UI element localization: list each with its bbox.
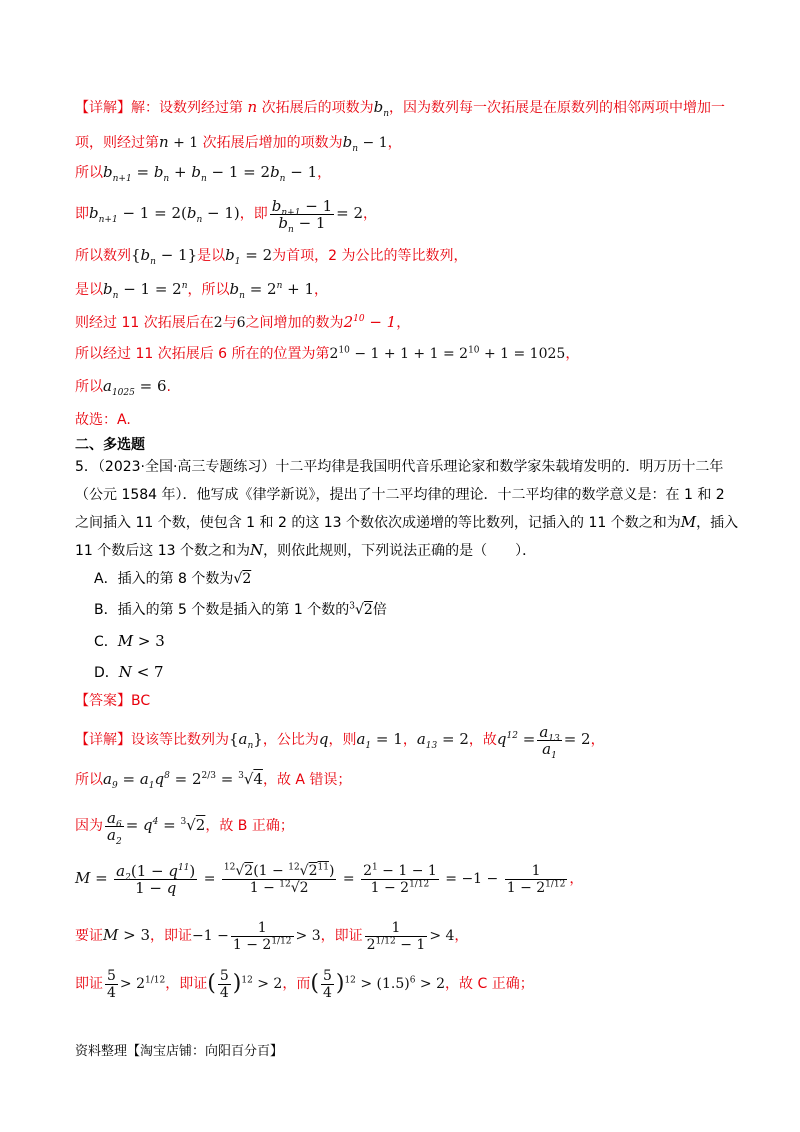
solution-line-8: 所以经过 11 次拓展后 6 所在的位置为第$2^{10} - 1 + 1 + 1 = 2^{10} + 1 = 1025$，	[75, 345, 580, 362]
detail2-line-4: M = $\frac{a_2(1 - q^{11})}{1 - q}$ = $\frac{^{12}√2(1 - ^{12}√2^{11})}{1 - ^{12}√2}$ = $\frac{2^1 - 1 - 1}{1 - 2^{1/12}}$ = −1 − $\frac{1}{1 - 2^{1/12}}$ ，	[75, 861, 584, 897]
question-line-2: （公元 1584 年）．他写成《律学新说》，提出了十二平均律的理论．十二平均律的数学意义是：在 1 和 2	[75, 487, 725, 503]
option-a[interactable]: A．插入的第 8 个数为√2	[94, 571, 252, 587]
option-b[interactable]: B．插入的第 5 个数是插入的第 1 个数的$^3$√2倍	[94, 601, 387, 618]
solution-line-2: 项，则经过第n + 1 次拓展后增加的项数为$b_n - 1$，	[75, 133, 402, 154]
option-c[interactable]: C．M > 3	[94, 632, 165, 650]
detail2-line-1: 【详解】设该等比数列为$\{a_n\}$，公比为q，则$a_1 = 1$，$a_{13} = 2$，故$q^{12}$ = $\frac{a_{13}}{a_1}$ = 2，	[75, 722, 605, 761]
answer-line: 【答案】BC	[75, 693, 151, 709]
solution-line-1: 【详解】解：设数列经过第 n 次拓展后的项数为$b_n$，因为数列每一次拓展是在原数列的相邻两项中增加一	[75, 98, 725, 119]
solution-line-6: 是以$b_n - 1 = 2^n$，所以$b_n = 2^n + 1$，	[75, 280, 329, 301]
question-line-1: 5．（2023·全国·高三专题练习）十二平均律是我国明代音乐理论家和数学家朱载堉发明的．明万历十二年	[75, 459, 724, 475]
solution-line-10: 故选：A.	[75, 412, 131, 428]
section-heading: 二、多选题	[75, 437, 145, 453]
solution-line-5: 所以数列$\{b_n - 1\}$是以$b_1 = 2$为首项，2 为公比的等比数列，	[75, 246, 468, 267]
solution-line-7: 则经过 11 次拓展后在2与6之间增加的数为$2^{10} - 1$，	[75, 313, 411, 331]
question-line-4: 11 个数后这 13 个数之和为N，则依此规则，下列说法正确的是（ ）．	[75, 541, 537, 559]
detail2-line-5: 要证M > 3，即证−1 − $\frac{1}{1 - 2^{1/12}}$ > 3，即证 $\frac{1}{2^{1/12} - 1}$ > 4，	[75, 919, 469, 953]
footer-source: 资料整理【淘宝店铺：向阳百分百】	[75, 1044, 284, 1059]
detail2-line-2: 所以$a_9 = a_1q^8 = 2^{2/3} = ^3√4$，故 A 错误；	[75, 770, 352, 791]
solution-line-9: 所以$a_{1025} = 6$.	[75, 377, 171, 398]
solution-line-4: 即$b_{n+1} - 1 = 2(b_n - 1)$，即 $\frac{b_{n+1} - 1}{b_n - 1}$ = 2，	[75, 196, 378, 235]
answer-value: BC	[131, 693, 151, 709]
option-d[interactable]: D．N < 7	[94, 663, 164, 681]
detail2-line-6: 即证 $\frac{5}{4}$ > $2^{1/12}$，即证( $\frac{5}{4}$ )$^{12}$ > 2，而( $\frac{5}{4}$ )$^{12} > (1.5)^6 > 2$，故 C 正确；	[75, 967, 534, 1001]
detail2-line-3: 因为 $\frac{a_6}{a_2}$ = $q^4 = ^3√2$，故 B 正确；	[75, 808, 294, 847]
solution-line-3: 所以$b_{n+1} = b_n + b_n - 1 = 2b_n - 1$，	[75, 163, 332, 184]
question-line-3: 之间插入 11 个数，使包含 1 和 2 的这 13 个数依次成递增的等比数列，记插入的 11 个数之和为M，插入	[75, 513, 739, 531]
detail-tag: 【详解】	[75, 100, 131, 116]
